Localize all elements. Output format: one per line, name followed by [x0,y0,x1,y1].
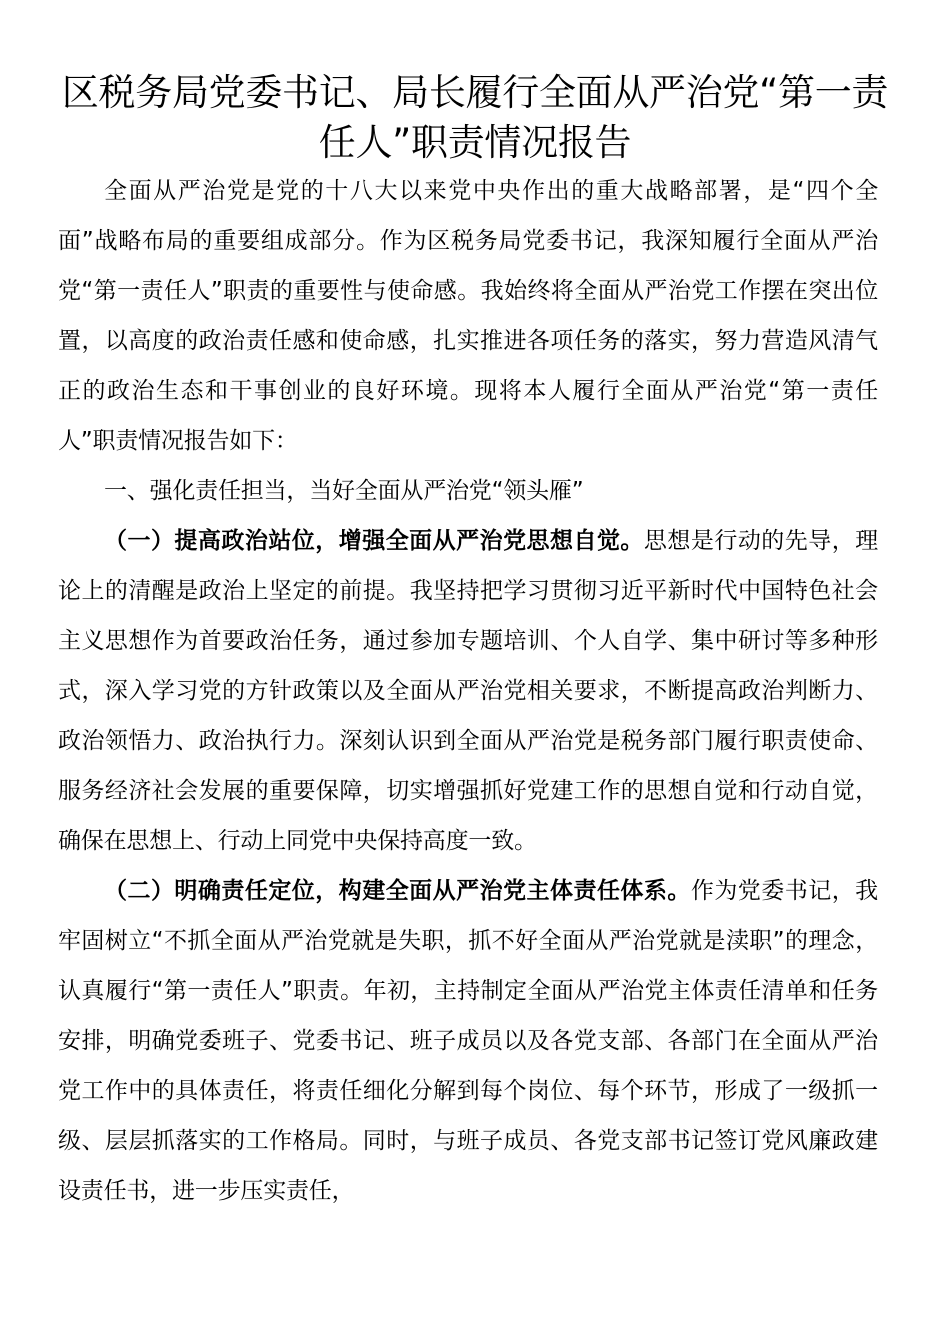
subsection-2-lead: （二）明确责任定位，构建全面从严治党主体责任体系。 [104,878,691,904]
document-title [50,68,900,168]
document-body [58,166,878,1216]
subsection-2-paragraph [58,866,878,1216]
section-1-heading: 一、强化责任担当，当好全面从严治党“领头雁” [104,478,584,504]
subsection-1-paragraph [58,516,878,866]
subsection-2-text: 作为党委书记，我牢固树立“不抓全面从严治党就是失职，抓不好全面从严治党就是渎职”的理念，认真履行“第一责任人”职责。年初，主持制定全面从严治党主体责任清单和任务安排，明确党委班子、党委书记、班子成员以及各党支部、各部门在全面从严治党工作中的具体责任，将责任细化分解到每个岗位、每个环节，形成了一级抓一级、层层抓落实的工作格局。同时，与班子成员、各党支部书记签订党风廉政建设责任书，进一步压实责任， [58,878,878,1204]
intro-paragraph: 全面从严治党是党的十八大以来党中央作出的重大战略部署，是“四个全面”战略布局的重要组成部分。作为区税务局党委书记，我深知履行全面从严治党“第一责任人”职责的重要性与使命感。我始终将全面从严治党工作摆在突出位置，以高度的政治责任感和使命感，扎实推进各项任务的落实，努力营造风清气正的政治生态和干事创业的良好环境。现将本人履行全面从严治党“第一责任人”职责情况报告如下： [58,178,878,454]
title-line-1: 区税务局党委书记、局长履行全面从严治党“第一责 [61,71,889,114]
subsection-1-lead: （一）提高政治站位，增强全面从严治党思想自觉。 [104,528,644,554]
title-line-2: 任人”职责情况报告 [318,121,632,164]
subsection-1-text: 思想是行动的先导，理论上的清醒是政治上坚定的前提。我坚持把学习贯彻习近平新时代中国特色社会主义思想作为首要政治任务，通过参加专题培训、个人自学、集中研讨等多种形式，深入学习党的方针政策以及全面从严治党相关要求，不断提高政治判断力、政治领悟力、政治执行力。深刻认识到全面从严治党是税务部门履行职责使命、服务经济社会发展的重要保障，切实增强抓好党建工作的思想自觉和行动自觉，确保在思想上、行动上同党中央保持高度一致。 [58,528,878,854]
